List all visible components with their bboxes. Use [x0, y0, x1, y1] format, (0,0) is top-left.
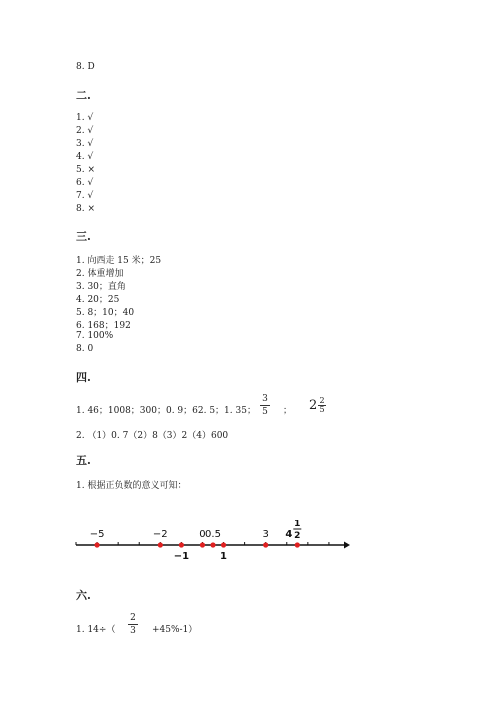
number-point-frac-den: 2	[294, 531, 301, 541]
number-point	[221, 542, 226, 547]
section-2-item-3: 3. √	[76, 139, 94, 149]
section-4-item-2: 2. （1）0. 7（2）8（3）2（4）600	[76, 431, 229, 441]
section-2-item-4: 4. √	[76, 152, 94, 162]
axis-arrow	[344, 542, 350, 549]
number-point-label: 0	[199, 529, 206, 540]
mixed-number-fraction	[318, 397, 326, 414]
number-point-label: −1	[173, 551, 190, 562]
number-point	[200, 542, 205, 547]
fraction-bar	[260, 405, 270, 406]
fraction-numerator: 2	[130, 613, 136, 623]
section-3-item-8: 8. 0	[76, 344, 94, 354]
section-3-item-2: 2. 体重增加	[76, 269, 124, 279]
number-point-label: −5	[89, 529, 105, 540]
fraction-bar	[128, 624, 138, 625]
section-3-item-5: 5. 8；10；40	[76, 308, 135, 318]
number-point	[263, 542, 268, 547]
section-2-item-5: 5. ×	[76, 165, 95, 175]
number-point	[158, 542, 163, 547]
section-4-heading: 四.	[76, 371, 91, 384]
number-point	[94, 542, 99, 547]
mixed-denominator: 5	[319, 405, 325, 414]
number-point-label: −2	[152, 529, 168, 540]
number-point-label: 3	[262, 529, 269, 540]
fraction-denominator: 5	[262, 407, 268, 417]
section-6-item-1-suffix: +45%-1）	[152, 625, 198, 635]
section-3-heading: 三.	[76, 230, 91, 243]
section-3-item-1: 1. 向西走 15 米；25	[76, 256, 162, 266]
section-4-item-1: 1. 46；1008；300；0. 9；62. 5；1. 35；	[76, 406, 256, 416]
section-6-heading: 六.	[76, 589, 91, 602]
section-6-item-1-prefix: 1. 14÷（	[76, 625, 116, 635]
number-point	[210, 542, 215, 547]
number-point-label: 0.5	[205, 529, 221, 540]
number-point-label: 1	[220, 551, 228, 562]
number-point	[179, 542, 184, 547]
section-2-item-8: 8. ×	[76, 204, 95, 214]
section-5-heading: 五.	[76, 454, 91, 467]
section-3-item-7: 7. 100%	[76, 331, 114, 341]
fraction-3-5	[259, 394, 271, 417]
separator: ；	[283, 406, 293, 416]
section-2-item-6: 6. √	[76, 178, 94, 188]
section-5-item-1: 1. 根据正负数的意义可知：	[76, 481, 187, 491]
section-3-item-6: 6. 168；192	[76, 321, 131, 331]
section-3-item-3: 3. 30；直角	[76, 282, 126, 292]
number-line	[0, 520, 500, 580]
number-point-label: 4	[285, 529, 293, 540]
answer-8-d: 8. D	[76, 62, 95, 72]
number-point	[295, 542, 300, 547]
fraction-denominator: 3	[130, 626, 136, 636]
section-2-item-1: 1. √	[76, 113, 94, 123]
section-2-heading: 二.	[76, 89, 91, 102]
fraction-numerator: 3	[262, 394, 268, 404]
section-3-item-4: 4. 20；25	[76, 295, 120, 305]
section-2-item-2: 2. √	[76, 126, 94, 136]
number-point-frac-num: 1	[294, 520, 301, 529]
mixed-number-whole: 2	[309, 398, 318, 413]
fraction-2-3	[127, 613, 139, 636]
mixed-numerator: 2	[319, 396, 325, 405]
section-2-item-7: 7. √	[76, 191, 94, 201]
